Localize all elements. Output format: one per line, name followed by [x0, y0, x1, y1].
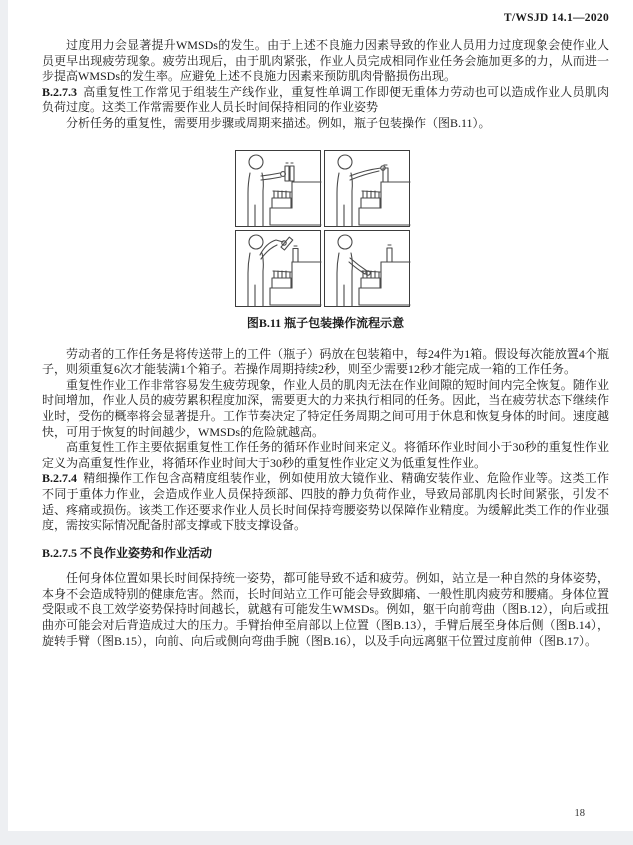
paragraph-fatigue: 重复性作业工作非常容易发生疲劳现象，作业人员的肌肉无法在作业间隙的短时间内完全恢复。随作业时间增加，作业人员的疲劳累积程度加深，需要更大的力来执行相同的任务。因此，当在疲劳状态下继续作业时，受伤的概率将会显著提升。工作节奏决定了特定任务周期之间可用于休息和恢复身体的时间。速度越快，可用于恢复的时间越少，WMSDs的危险就越高。	[42, 377, 609, 439]
bottle-packing-panels	[235, 150, 416, 307]
worker-extend-arm-drawing	[325, 151, 411, 228]
figure-caption: 图B.11 瓶子包装操作流程示意	[246, 315, 405, 330]
bottle-packing-panel-3	[235, 230, 321, 307]
worker-place-bottle-drawing	[236, 231, 322, 308]
paragraph-task: 劳动者的工作任务是将传送带上的工件（瓶子）码放在包装箱中，每24件为1箱。假设每次能放置4个瓶子，则须重复6次才能装满1个箱子。若操作周期持续2秒，则至少需要12秒才能完成一箱的工作任务。	[42, 346, 609, 377]
page-number: 18	[574, 808, 585, 819]
section-b273	[42, 85, 609, 116]
section-b274-text: 精细操作工作包含高精度组装作业，例如使用放大镜作业、精确安装作业、危险作业等。这类工作不同于重体力作业，会造成作业人员保持颈部、四肢的静力负荷作业，导致局部肌肉长时间紧张，引发不适、疼痛或损伤。该类工作还要求作业人员长时间保持弯腰姿势以保障作业精度。为缓解此类工作的作业强度，需按实际情况配备肘部支撑或下肢支撑设备。	[42, 471, 609, 533]
section-b275-heading: B.2.7.5 不良作业姿势和作业活动	[42, 545, 213, 560]
section-b274	[42, 471, 609, 533]
paragraph-posture: 任何身体位置如果长时间保持统一姿势，都可能导致不适和疲劳。例如，站立是一种自然的身体姿势，本身不会造成特别的健康危害。然而，长时间站立工作可能会导致脚痛、一般性肌肉疲劳和腰痛。身体位置受限或不良工效学姿势保持时间越长，就越有可能发生WMSDs。例如，躯干向前弯曲（图B.12），向后或扭曲亦可能会对后背造成过大的压力。手臂抬伸至肩部以上位置（图B.13），手臂后展至身体后侧（图B.14），旋转手臂（图B.15），向前、向后或侧向弯曲手腕（图B.16），以及手向远离躯干位置过度前伸（图B.17）。	[42, 571, 609, 648]
bottle-packing-panel-2	[324, 150, 410, 227]
worker-pack-box-drawing	[325, 231, 411, 308]
section-b273-text: 高重复性工作常见于组装生产线作业，重复性单调工作即便无重体力劳动也可以造成作业人员肌肉负荷过度。这类工作常需要作业人员长时间保持相同的作业姿势	[42, 84, 609, 115]
paragraph-analysis: 分析任务的重复性，需要用步骤或周期来描述。例如，瓶子包装操作（图B.11）。	[66, 115, 491, 130]
bottle-packing-panel-1	[235, 150, 321, 227]
section-b274-number: B.2.7.4	[42, 471, 78, 486]
figure-b11	[235, 150, 416, 331]
document-page	[8, 0, 633, 831]
paragraph-definition: 高重复性工作主要依据重复性工作任务的循环作业时间来定义。将循环作业时间小于30秒的重复性作业定义为高重复性作业，将循环作业时间大于30秒的重复性作业定义为低重复性作业。	[42, 440, 609, 470]
section-b273-number: B.2.7.3	[42, 84, 78, 99]
bottle-packing-panel-4	[324, 230, 410, 307]
paragraph-overexertion: 过度用力会显著提升WMSDs的发生。由于上述不良施力因素导致的作业人员用力过度现象会使作业人员更早出现疲劳现象。疲劳出现后，由于肌肉紧张，作业人员完成相同作业任务会施加更多的力，从而进一步提高WMSDs的发生率。应避免上述不良施力因素来预防肌肉骨骼损伤出现。	[42, 38, 609, 84]
worker-grasp-bottles-drawing	[236, 151, 322, 228]
standard-number-header: T/WSJD 14.1—2020	[503, 12, 609, 24]
